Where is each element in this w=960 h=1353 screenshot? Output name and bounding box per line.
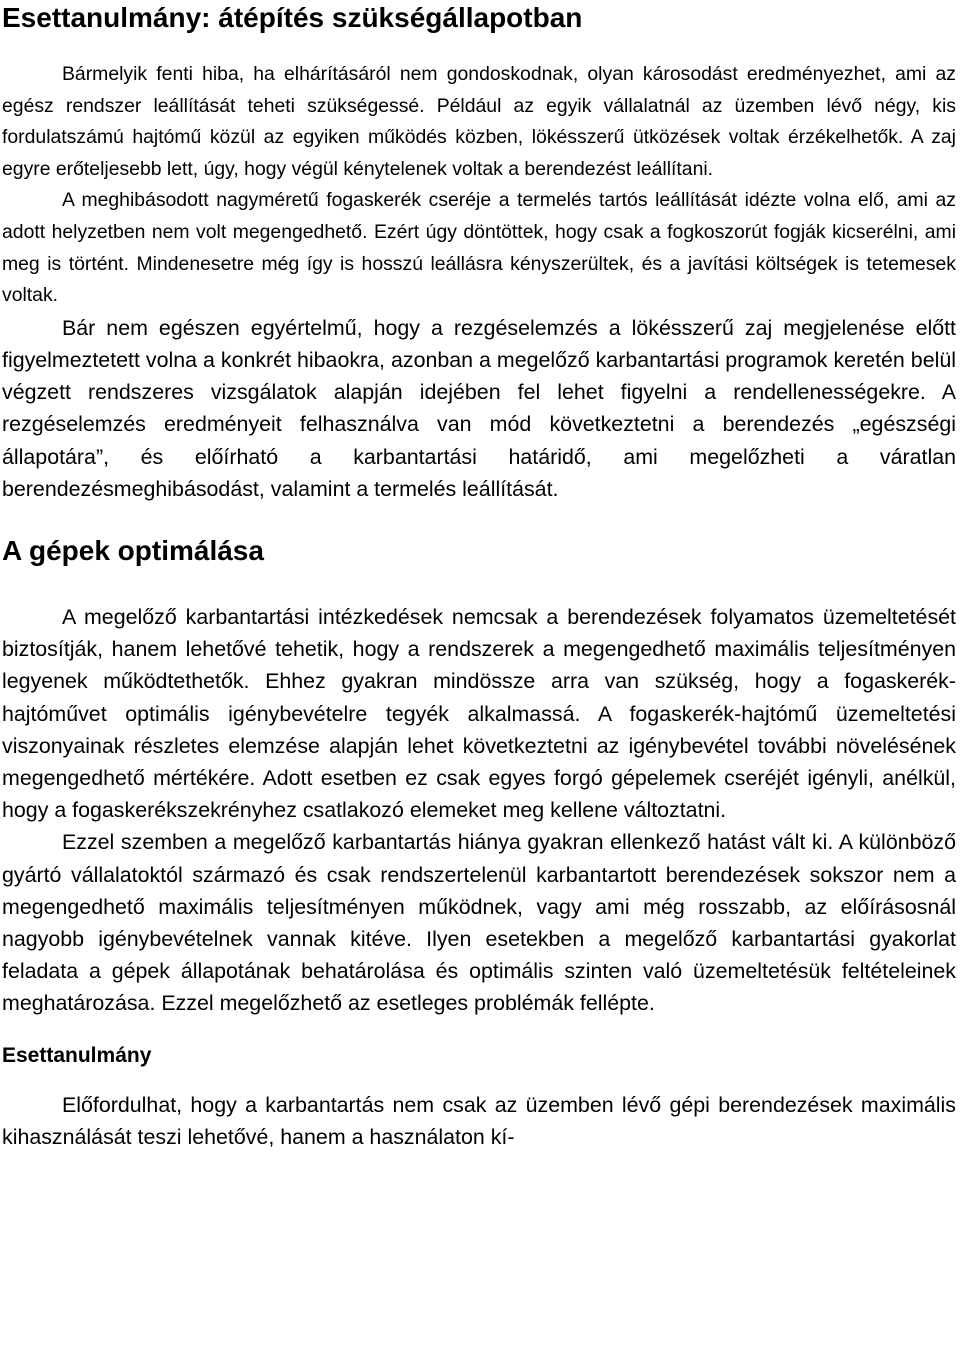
section-body-case-study (2, 1089, 956, 1153)
paragraph: Bármelyik fenti hiba, ha elhárításáról nem gondoskodnak, olyan károsodást eredményezhet, ami az egész rendszer leállítását teheti szükségessé. Például az egyik vállalatnál az üzemben lévő négy, kis fordulatszámú hajtómű közül az egyiken működés közben, lökésszerű ütközések voltak érzékelhetők. A zaj egyre erőteljesebb lett, úgy, hogy végül kénytelenek voltak a berendezést leállítani. (2, 63, 956, 180)
paragraph: Ezzel szemben a megelőző karbantartás hiánya gyakran ellenkező hatást vált ki. A különböző gyártó vállalatoktól származó és csak rendszertelenül karbantartott berendezések sokszor nem a megengedhető maximális teljesítményen működnek, vagy ami még rosszabb, az előírásosnál nagyobb igénybevételnek vannak kitéve. Ilyen esetekben a megelőző karbantartási gyakorlat feladata a gépek állapotának behatárolása és optimális szinten való üzemeltetésük feltételeinek meghatározása. Ezzel megelőzhető az esetleges problémák fellépte. (2, 830, 956, 1016)
document-page (2, 0, 956, 1153)
section-body-machine-optimization (2, 601, 956, 1020)
section-title-case-study: Esettanulmány (2, 1043, 152, 1067)
paragraph: Előfordulhat, hogy a karbantartás nem csak az üzemben lévő gépi berendezések maximális kihasználását teszi lehetővé, hanem a használaton kí- (2, 1092, 956, 1149)
section-title-machine-optimization: A gépek optimálása (2, 534, 264, 566)
paragraph: Bár nem egészen egyértelmű, hogy a rezgéselemzés a lökésszerű zaj megjelenése előtt figyelmeztetett volna a konkrét hibaokra, azonban a megelőző karbantartási programok keretén belül végzett rendszeres vizsgálatok alapján idejében fel lehet figyelni a rendellenességekre. A rezgéselemzés eredményeit felhasználva van mód következtetni a berendezés „egészségi állapotára”, és előírható a karbantartási határidő, ami megelőzheti a váratlan berendezésmeghibásodást, valamint a termelés leállítását. (2, 315, 956, 501)
section-body-case-study-continued (2, 312, 956, 505)
section-body-case-study-emergency (2, 59, 956, 312)
section-title-case-study-emergency: Esettanulmány: átépítés szükségállapotban (2, 2, 583, 33)
paragraph: A meghibásodott nagyméretű fogaskerék cseréje a termelés tartós leállítását idézte volna elő, ami az adott helyzetben nem volt megengedhető. Ezért úgy döntöttek, hogy csak a fogkoszorút fogják kicserélni, ami meg is történt. Mindenesetre még így is hosszú leállásra kényszerültek, és a javítási költségek is tetemesek voltak. (2, 189, 956, 307)
paragraph: A megelőző karbantartási intézkedések nemcsak a berendezések folyamatos üzemeltetését biztosítják, hanem lehetővé tehetik, hogy a rendszerek a megengedhető maximális teljesítményen legyenek működtethetők. Ehhez gyakran mindössze arra van szükség, hogy a fogaskerék-hajtóművet optimális igénybevételre tegyék alkalmassá. A fogaskerék-hajtómű üzemeltetési viszonyainak részletes elemzése alapján lehet következtetni az igénybevétel további növelésének megengedhető mértékére. Adott esetben ez csak egyes forgó gépelemek cseréjét igényli, anélkül, hogy a fogaskerékszekrényhez csatlakozó elemeket meg kellene változtatni. (2, 604, 956, 823)
